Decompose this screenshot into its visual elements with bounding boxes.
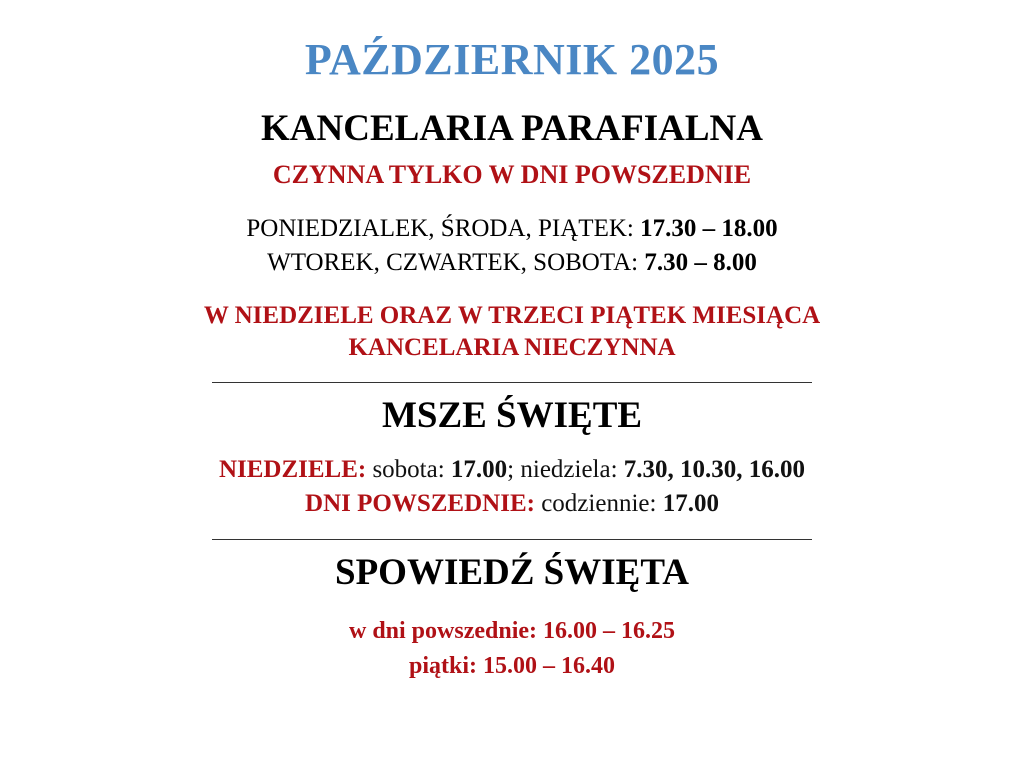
office-closed-note-line2: KANCELARIA NIECZYNNA [348, 333, 676, 361]
poster-page [0, 36, 1024, 760]
confession-line2: piątki: 15.00 – 16.40 [408, 653, 615, 680]
masses-sunday-time-2: 7.30, 10.30, 16.00 [623, 456, 806, 484]
office-closed-note [0, 300, 1024, 364]
masses-weekday-label: DNI POWSZEDNIE: [305, 489, 535, 517]
office-hours-time: 7.30 – 8.00 [644, 248, 757, 276]
masses-weekday-time: 17.00 [662, 489, 719, 517]
masses-sunday-text-1: sobota: [366, 456, 451, 484]
office-hours-days: PONIEDZIALEK, ŚRODA, PIĄTEK: [246, 215, 641, 243]
masses-sunday-row [0, 453, 1024, 487]
office-closed-note-line1: W NIEDZIELE ORAZ W TRZECI PIĄTEK MIESIĄCA [203, 301, 821, 329]
masses-sunday-label: NIEDZIELE: [218, 456, 367, 484]
office-title: KANCELARIA PARAFIALNA [261, 108, 763, 150]
confession-list [0, 614, 1024, 684]
masses-sunday-time-1: 17.00 [450, 456, 508, 484]
office-hours-row [0, 212, 1024, 246]
confession-title: SPOWIEDŹ ŚWIĘTA [335, 551, 689, 593]
divider-top [212, 382, 812, 383]
masses-weekday-text: codziennie: [534, 489, 663, 517]
confession-line1: w dni powszednie: 16.00 – 16.25 [348, 618, 676, 645]
month-title [0, 36, 1024, 84]
masses-sunday-text-2: ; niedziela: [507, 456, 624, 484]
masses-title: MSZE ŚWIĘTE [381, 394, 643, 436]
masses-weekday-row [0, 487, 1024, 521]
masses-list [0, 453, 1024, 521]
office-subtitle: CZYNNA TYLKO W DNI POWSZEDNIE [272, 159, 752, 189]
month-name: PAŹDZIERNIK [304, 35, 618, 84]
office-hours-row [0, 246, 1024, 280]
office-hours-days: WTOREK, CZWARTEK, SOBOTA: [267, 248, 645, 276]
month-year: 2025 [629, 35, 720, 84]
office-hours-time: 17.30 – 18.00 [640, 215, 778, 243]
office-hours-list [0, 212, 1024, 280]
divider-bottom [212, 539, 812, 540]
